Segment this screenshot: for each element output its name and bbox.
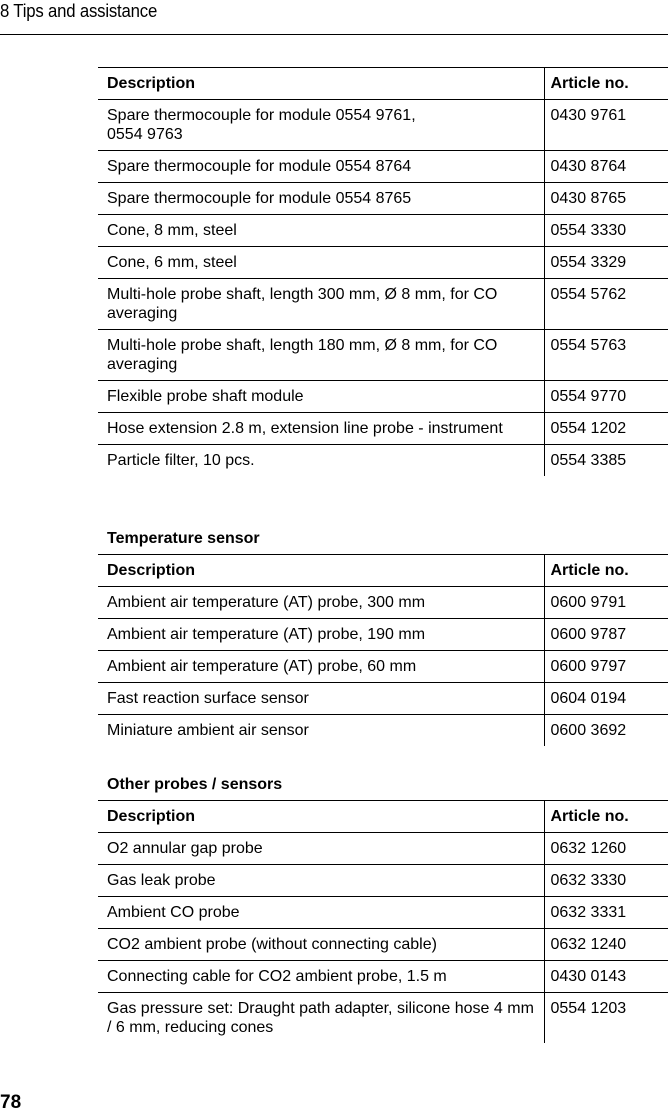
row-article-number: 0430 8765 bbox=[544, 183, 668, 215]
table-row bbox=[98, 865, 668, 897]
table-row bbox=[98, 651, 668, 683]
page-number: 78 bbox=[0, 1092, 22, 1113]
row-article-number: 0554 9770 bbox=[544, 381, 668, 413]
table-row bbox=[98, 619, 668, 651]
row-article-number: 0430 9761 bbox=[544, 100, 668, 151]
row-article-number: 0632 1260 bbox=[544, 833, 668, 865]
row-description: Spare thermocouple for module 0554 9761, 0554 9763 bbox=[98, 100, 544, 151]
row-description: Gas leak probe bbox=[98, 865, 544, 897]
table-row bbox=[98, 897, 668, 929]
row-article-number: 0554 3329 bbox=[544, 247, 668, 279]
row-description: Particle filter, 10 pcs. bbox=[98, 445, 544, 477]
table-row bbox=[98, 100, 668, 151]
accessories-table bbox=[98, 67, 668, 476]
table-row bbox=[98, 151, 668, 183]
table-row bbox=[98, 330, 668, 381]
row-article-number: 0632 3330 bbox=[544, 865, 668, 897]
row-description: Cone, 8 mm, steel bbox=[98, 215, 544, 247]
table-row bbox=[98, 215, 668, 247]
other-probes-table bbox=[98, 800, 668, 1043]
row-description: Miniature ambient air sensor bbox=[98, 715, 544, 747]
row-description: Hose extension 2.8 m, extension line probe - instrument bbox=[98, 413, 544, 445]
article-column-header: Article no. bbox=[544, 68, 668, 100]
page-header bbox=[0, 0, 668, 35]
article-column-header: Article no. bbox=[544, 555, 668, 587]
row-article-number: 0632 3331 bbox=[544, 897, 668, 929]
row-article-number: 0632 1240 bbox=[544, 929, 668, 961]
row-article-number: 0604 0194 bbox=[544, 683, 668, 715]
table-header-row bbox=[98, 68, 668, 100]
table-row bbox=[98, 247, 668, 279]
table-header-row bbox=[98, 801, 668, 833]
table-row bbox=[98, 587, 668, 619]
row-description: Multi-hole probe shaft, length 180 mm, Ø 8 mm, for CO averaging bbox=[98, 330, 544, 381]
row-article-number: 0554 1203 bbox=[544, 993, 668, 1044]
table-row bbox=[98, 683, 668, 715]
row-description: Spare thermocouple for module 0554 8765 bbox=[98, 183, 544, 215]
row-description: Ambient CO probe bbox=[98, 897, 544, 929]
row-article-number: 0554 5763 bbox=[544, 330, 668, 381]
other-probes-heading: Other probes / sensors bbox=[107, 776, 283, 793]
table-row bbox=[98, 445, 668, 477]
row-description: Flexible probe shaft module bbox=[98, 381, 544, 413]
row-article-number: 0554 5762 bbox=[544, 279, 668, 330]
table-row bbox=[98, 279, 668, 330]
row-description: Ambient air temperature (AT) probe, 300 mm bbox=[98, 587, 544, 619]
row-description: O2 annular gap probe bbox=[98, 833, 544, 865]
table-row bbox=[98, 413, 668, 445]
row-article-number: 0430 0143 bbox=[544, 961, 668, 993]
temperature-sensor-heading: Temperature sensor bbox=[107, 530, 260, 547]
table-header-row bbox=[98, 555, 668, 587]
description-column-header: Description bbox=[98, 801, 544, 833]
row-description: Spare thermocouple for module 0554 8764 bbox=[98, 151, 544, 183]
temperature-sensor-table bbox=[98, 554, 668, 746]
table-row bbox=[98, 381, 668, 413]
article-column-header: Article no. bbox=[544, 801, 668, 833]
row-article-number: 0600 9797 bbox=[544, 651, 668, 683]
row-description: Gas pressure set: Draught path adapter, silicone hose 4 mm / 6 mm, reducing cones bbox=[98, 993, 544, 1044]
table-row bbox=[98, 833, 668, 865]
row-description: CO2 ambient probe (without connecting cable) bbox=[98, 929, 544, 961]
table-row bbox=[98, 961, 668, 993]
description-column-header: Description bbox=[98, 555, 544, 587]
row-description: Cone, 6 mm, steel bbox=[98, 247, 544, 279]
row-article-number: 0600 9787 bbox=[544, 619, 668, 651]
table-row bbox=[98, 929, 668, 961]
row-article-number: 0600 9791 bbox=[544, 587, 668, 619]
table-row bbox=[98, 993, 668, 1044]
row-description: Ambient air temperature (AT) probe, 60 mm bbox=[98, 651, 544, 683]
row-article-number: 0554 3385 bbox=[544, 445, 668, 477]
row-article-number: 0600 3692 bbox=[544, 715, 668, 747]
row-description: Multi-hole probe shaft, length 300 mm, Ø 8 mm, for CO averaging bbox=[98, 279, 544, 330]
description-column-header: Description bbox=[98, 68, 544, 100]
row-article-number: 0554 1202 bbox=[544, 413, 668, 445]
row-article-number: 0554 3330 bbox=[544, 215, 668, 247]
row-description: Fast reaction surface sensor bbox=[98, 683, 544, 715]
table-row bbox=[98, 715, 668, 747]
table-row bbox=[98, 183, 668, 215]
row-article-number: 0430 8764 bbox=[544, 151, 668, 183]
row-description: Connecting cable for CO2 ambient probe, 1.5 m bbox=[98, 961, 544, 993]
row-description: Ambient air temperature (AT) probe, 190 mm bbox=[98, 619, 544, 651]
page-header-title: 8 Tips and assistance bbox=[0, 1, 158, 21]
